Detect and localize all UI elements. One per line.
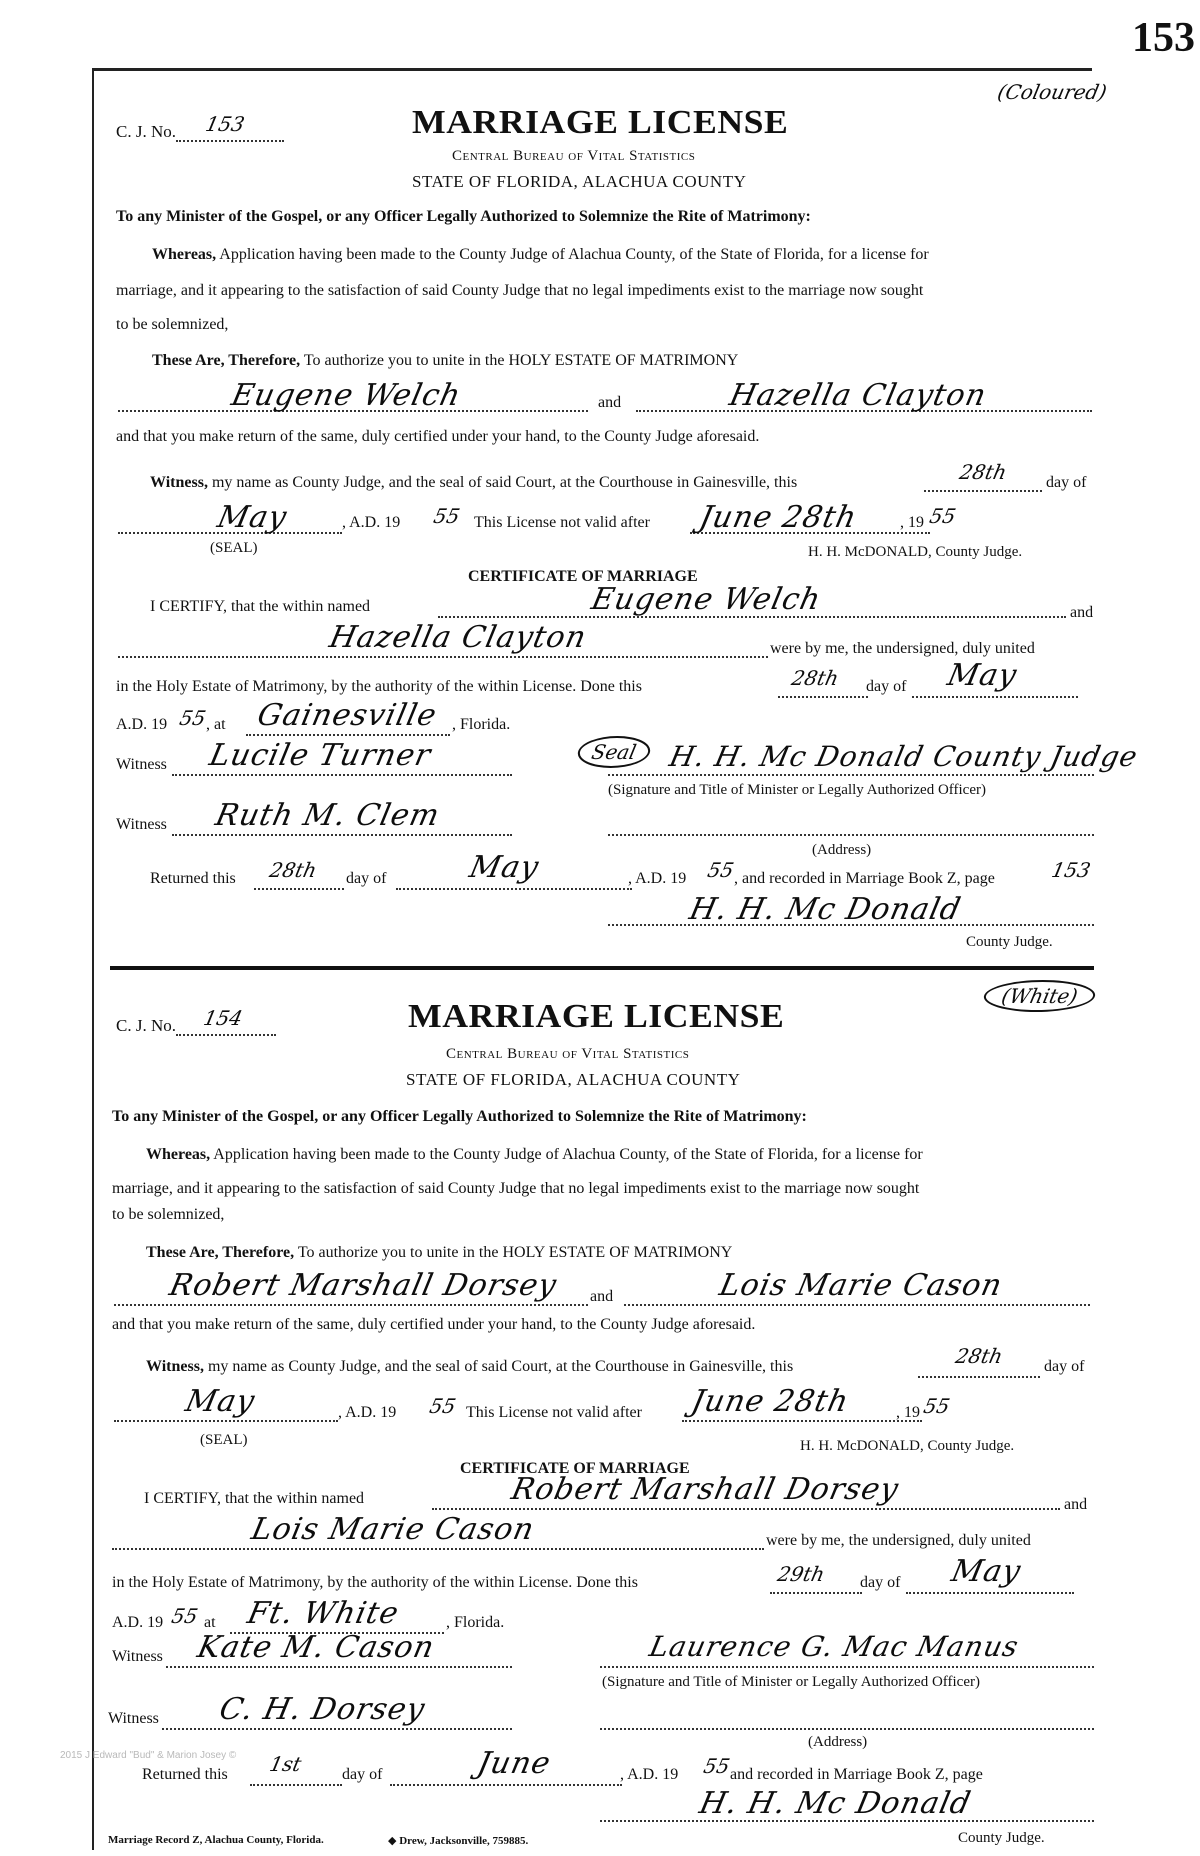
bride-name: Hazella Clayton	[726, 378, 990, 413]
issue-year: 55	[427, 1394, 459, 1418]
return-text: and that you make return of the same, duly certified under your hand, to the County Judge aforesaid.	[116, 428, 760, 445]
address-line: To any Minister of the Gospel, or any Officer Legally Authorized to Solemnize the Rite of Matrimony:	[116, 208, 811, 225]
at-label: at	[204, 1614, 216, 1631]
bureau-name: Central Bureau of Vital Statistics	[446, 1046, 690, 1062]
day-of-label: day of	[1044, 1358, 1085, 1375]
returned-label: Returned this	[150, 870, 236, 887]
returned-month: May	[466, 850, 543, 885]
valid-until: June 28th	[696, 500, 861, 535]
page-number: 153	[1132, 15, 1195, 61]
address-label: (Address)	[812, 842, 872, 858]
witness1-label: Witness	[112, 1648, 163, 1665]
seal-handwritten: Seal	[575, 736, 654, 768]
done-month: May	[948, 1554, 1025, 1589]
race-note: (White)	[981, 980, 1099, 1012]
certify-label: I CERTIFY, that the within named	[150, 598, 371, 615]
judge-signature: H. H. Mc Donald	[686, 892, 965, 927]
judge-signature: H. H. Mc Donald	[696, 1786, 975, 1821]
groom-name: Robert Marshall Dorsey	[166, 1268, 561, 1303]
done-day: 29th	[775, 1562, 827, 1586]
whereas-text-1: Application having been made to the County Judge of Alachua County, of the State of Florida, for a license for	[213, 1146, 923, 1163]
officiant-signature: Laurence G. Mac Manus	[646, 1630, 1022, 1663]
footer-record: Marriage Record Z, Alachua County, Florida.	[108, 1834, 324, 1846]
returned-day: 28th	[267, 858, 319, 882]
returned-year: 55	[701, 1754, 733, 1778]
witness-judge-line	[150, 474, 797, 492]
judge-label: H. H. McDONALD, County Judge.	[808, 544, 1023, 560]
county-judge-label: County Judge.	[966, 934, 1053, 950]
done-year: 55	[169, 1604, 201, 1628]
done-ad-label: A.D. 19	[116, 716, 168, 733]
signature-title-label: (Signature and Title of Minister or Legally Authorized Officer)	[608, 782, 986, 798]
not-valid-label: This License not valid after	[466, 1404, 642, 1421]
united-label: were by me, the undersigned, duly united	[766, 1532, 1031, 1549]
done-place: Ft. White	[244, 1596, 403, 1631]
state-county: STATE OF FLORIDA, ALACHUA COUNTY	[412, 172, 747, 191]
witness2-signature: C. H. Dorsey	[216, 1692, 429, 1727]
cert-and-label: and	[1070, 604, 1094, 621]
these-bold: These Are, Therefore,	[152, 352, 301, 369]
copyright-watermark: 2015 J Edward "Bud" & Marion Josey ©	[60, 1750, 237, 1761]
issue-month: May	[182, 1384, 259, 1419]
valid-year-prefix: , 19	[896, 1404, 920, 1421]
witness-bold: Witness,	[150, 474, 208, 491]
done-day-of: day of	[860, 1574, 901, 1591]
footer-printer: ◆ Drew, Jacksonville, 759885.	[388, 1835, 529, 1847]
valid-year: 55	[921, 1394, 953, 1418]
whereas-text-1: Application having been made to the County Judge of Alachua County, of the State of Florida, for a license for	[219, 246, 929, 263]
done-day: 28th	[789, 666, 841, 690]
returned-ad: , A.D. 19	[628, 870, 687, 887]
florida-label: , Florida.	[452, 716, 511, 733]
day-of-label: day of	[1046, 474, 1087, 491]
county-judge-label: County Judge.	[958, 1830, 1045, 1846]
return-text: and that you make return of the same, duly certified under your hand, to the County Judge aforesaid.	[112, 1316, 756, 1333]
recorded-label: , and recorded in Marriage Book Z, page	[734, 870, 995, 887]
signature-title-label: (Signature and Title of Minister or Legally Authorized Officer)	[602, 1674, 980, 1690]
whereas-bold: Whereas,	[152, 246, 217, 263]
issue-month: May	[214, 500, 291, 535]
returned-label: Returned this	[142, 1766, 228, 1783]
license-divider	[110, 966, 1094, 970]
license-title: MARRIAGE LICENSE	[412, 104, 789, 141]
valid-until: June 28th	[688, 1384, 853, 1419]
at-label: , at	[206, 716, 226, 733]
witness1-signature: Kate M. Cason	[194, 1630, 438, 1665]
cert-bride-name: Hazella Clayton	[326, 620, 590, 655]
cert-groom-name: Robert Marshall Dorsey	[508, 1472, 903, 1507]
certificate-title: CERTIFICATE OF MARRIAGE	[460, 1460, 690, 1477]
florida-label: , Florida.	[446, 1614, 505, 1631]
whereas-line-2: marriage, and it appearing to the satisfaction of said County Judge that no legal impediments exist to the marriage now sought	[112, 1180, 920, 1197]
returned-ad: , A.D. 19	[620, 1766, 679, 1783]
state-county: STATE OF FLORIDA, ALACHUA COUNTY	[406, 1070, 741, 1089]
officiant-signature: H. H. Mc Donald County Judge	[666, 740, 1142, 773]
witness-judge-text: my name as County Judge, and the seal of said Court, at the Courthouse in Gainesville, this	[211, 474, 798, 491]
holy-estate-text: in the Holy Estate of Matrimony, by the authority of the within License. Done this	[116, 678, 642, 695]
recorded-page: 153	[1049, 858, 1093, 882]
witness2-signature: Ruth M. Clem	[212, 798, 444, 833]
these-bold: These Are, Therefore,	[146, 1244, 295, 1261]
address-label: (Address)	[808, 1734, 868, 1750]
groom-name: Eugene Welch	[228, 378, 465, 413]
returned-day-of: day of	[342, 1766, 383, 1783]
bureau-name: Central Bureau of Vital Statistics	[452, 148, 696, 164]
done-ad-label: A.D. 19	[112, 1614, 164, 1631]
these-are-line	[146, 1244, 732, 1262]
witness2-label: Witness	[116, 816, 167, 833]
done-day-of: day of	[866, 678, 907, 695]
whereas-line-2: marriage, and it appearing to the satisfaction of said County Judge that no legal impediments exist to the marriage now sought	[116, 282, 924, 299]
cj-number: 153	[203, 112, 247, 136]
valid-year: 55	[927, 504, 959, 528]
issue-day: 28th	[953, 1344, 1005, 1368]
these-text: To authorize you to unite in the HOLY ESTATE OF MATRIMONY	[297, 1244, 733, 1261]
cert-and-label: and	[1064, 1496, 1088, 1513]
race-note: (Coloured)	[995, 80, 1110, 104]
judge-label: H. H. McDONALD, County Judge.	[800, 1438, 1015, 1454]
seal-label: (SEAL)	[200, 1432, 248, 1448]
and-label: and	[590, 1288, 614, 1305]
certificate-title: CERTIFICATE OF MARRIAGE	[468, 568, 698, 585]
ad-label: , A.D. 19	[338, 1404, 397, 1421]
whereas-line-1	[152, 246, 929, 264]
bride-name: Lois Marie Cason	[716, 1268, 1006, 1303]
ad-label: , A.D. 19	[342, 514, 401, 531]
these-text: To authorize you to unite in the HOLY ESTATE OF MATRIMONY	[303, 352, 739, 369]
issue-year: 55	[431, 504, 463, 528]
witness1-label: Witness	[116, 756, 167, 773]
united-label: were by me, the undersigned, duly united	[770, 640, 1035, 657]
witness1-signature: Lucile Turner	[206, 738, 435, 773]
address-line: To any Minister of the Gospel, or any Officer Legally Authorized to Solemnize the Rite of Matrimony:	[112, 1108, 807, 1125]
certify-label: I CERTIFY, that the within named	[144, 1490, 365, 1507]
returned-day: 1st	[267, 1752, 304, 1776]
whereas-line-1	[146, 1146, 923, 1164]
cj-label: C. J. No.	[116, 122, 176, 141]
and-label: and	[598, 394, 622, 411]
issue-day: 28th	[957, 460, 1009, 484]
done-place: Gainesville	[254, 698, 441, 733]
cert-bride-name: Lois Marie Cason	[248, 1512, 538, 1547]
footer-printer-text: Drew, Jacksonville, 759885.	[399, 1835, 529, 1847]
whereas-bold: Whereas,	[146, 1146, 211, 1163]
valid-year-prefix: , 19	[900, 514, 924, 531]
license-title: MARRIAGE LICENSE	[408, 998, 785, 1035]
cj-number: 154	[201, 1006, 245, 1030]
witness-judge-line	[146, 1358, 793, 1376]
holy-estate-text: in the Holy Estate of Matrimony, by the authority of the within License. Done this	[112, 1574, 638, 1591]
these-are-line	[152, 352, 738, 370]
cert-groom-name: Eugene Welch	[588, 582, 825, 617]
not-valid-label: This License not valid after	[474, 514, 650, 531]
done-month: May	[944, 658, 1021, 693]
done-year: 55	[177, 706, 209, 730]
returned-day-of: day of	[346, 870, 387, 887]
witness-bold: Witness,	[146, 1358, 204, 1375]
whereas-line-3: to be solemnized,	[112, 1206, 225, 1223]
returned-month: June	[474, 1746, 555, 1781]
cj-label: C. J. No.	[116, 1016, 176, 1035]
returned-year: 55	[705, 858, 737, 882]
witness2-label: Witness	[108, 1710, 159, 1727]
whereas-line-3: to be solemnized,	[116, 316, 229, 333]
seal-label: (SEAL)	[210, 540, 258, 556]
witness-judge-text: my name as County Judge, and the seal of said Court, at the Courthouse in Gainesville, this	[207, 1358, 794, 1375]
recorded-label: and recorded in Marriage Book Z, page	[730, 1766, 983, 1783]
